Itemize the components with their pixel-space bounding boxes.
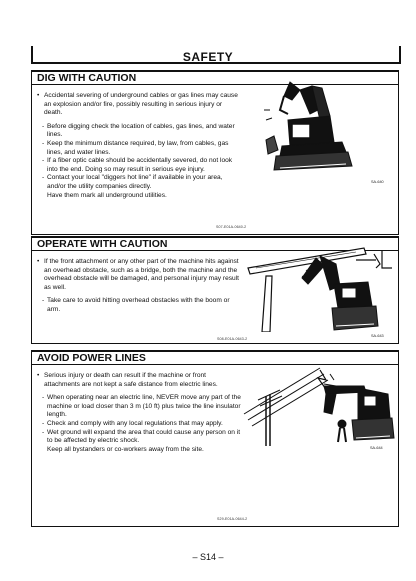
- page-number: – S14 –: [192, 552, 224, 562]
- list-item: - If a fiber optic cable should be accidentally severed, do not look into the end. Doing so may result in serious eye injury.: [42, 157, 233, 173]
- reference-code: S08-E01A-0643-2: [217, 337, 248, 341]
- bullet-text: If the front attachment or any other part of the machine hits against an overhead obstacle, such as a bridge, both the machine and the overhead obstacle will be damaged, and personal injury may result as well.: [44, 258, 239, 291]
- bullet-dot: •: [37, 258, 40, 265]
- figure-label: SA-640: [371, 180, 384, 184]
- bullet-text: Accidental severing of underground cables or gas lines may cause an explosion and/or fire, possibly resulting in serious injury or death.: [44, 92, 238, 117]
- list-item: - When operating near an electric line, NEVER move any part of the machine or load closer than 3 m (10 ft) plus twice the line insulator length.: [42, 394, 241, 419]
- reference-code: S07-E01A-0640-2: [216, 225, 247, 229]
- section-body: [37, 92, 242, 200]
- section-title: DIG WITH CAUTION: [32, 72, 398, 85]
- section-dig-with-caution: [31, 70, 399, 235]
- list-item: - Keep the minimum distance required, by law, from cables, gas lines, and water lines.: [42, 139, 229, 156]
- section-body: [37, 258, 242, 315]
- trailer-text: Have them mark all underground utilities.: [47, 191, 167, 199]
- excavator-digging-illustration: [260, 80, 372, 178]
- section-avoid-power-lines: [31, 350, 399, 527]
- bullet-item: [37, 372, 242, 389]
- list-item: - Take care to avoid hitting overhead obstacles with the boom or arm.: [42, 297, 230, 313]
- page-title: SAFETY: [182, 50, 234, 64]
- section-title: AVOID POWER LINES: [32, 352, 398, 365]
- section-operate-with-caution: [31, 236, 399, 344]
- figure-label: SA-644: [370, 446, 383, 450]
- section-title: OPERATE WITH CAUTION: [32, 238, 398, 251]
- trailer-text: Keep all bystanders or co-workers away from the site.: [47, 445, 204, 453]
- excavator-overhead-obstacle-illustration: [246, 246, 394, 332]
- bullet-text: Serious injury or death can result if the machine or front attachments are not kept a safe distance from electric lines.: [44, 372, 218, 388]
- section-body: [37, 372, 242, 454]
- sub-list: [37, 123, 242, 200]
- list-item: - Wet ground will expand the area that could cause any person on it to be affected by electric shock.: [42, 428, 241, 445]
- list-item: - Contact your local "diggers hot line" if available in your area, and/or the utility companies directly.: [42, 174, 223, 190]
- reference-code: S29-E01A-0644-2: [217, 517, 248, 521]
- bullet-dot: •: [37, 372, 40, 379]
- list-item: - Before digging check the location of cables, gas lines, and water lines.: [42, 122, 235, 139]
- sub-list: [37, 394, 242, 454]
- excavator-power-line-illustration: [240, 366, 396, 446]
- figure-label: SA-643: [371, 334, 384, 338]
- bullet-item: [37, 92, 242, 118]
- bullet-item: [37, 258, 242, 292]
- bullet-dot: •: [37, 92, 40, 99]
- list-item: - Check and comply with any local regulations that may apply.: [42, 419, 223, 427]
- sub-list: [37, 297, 242, 314]
